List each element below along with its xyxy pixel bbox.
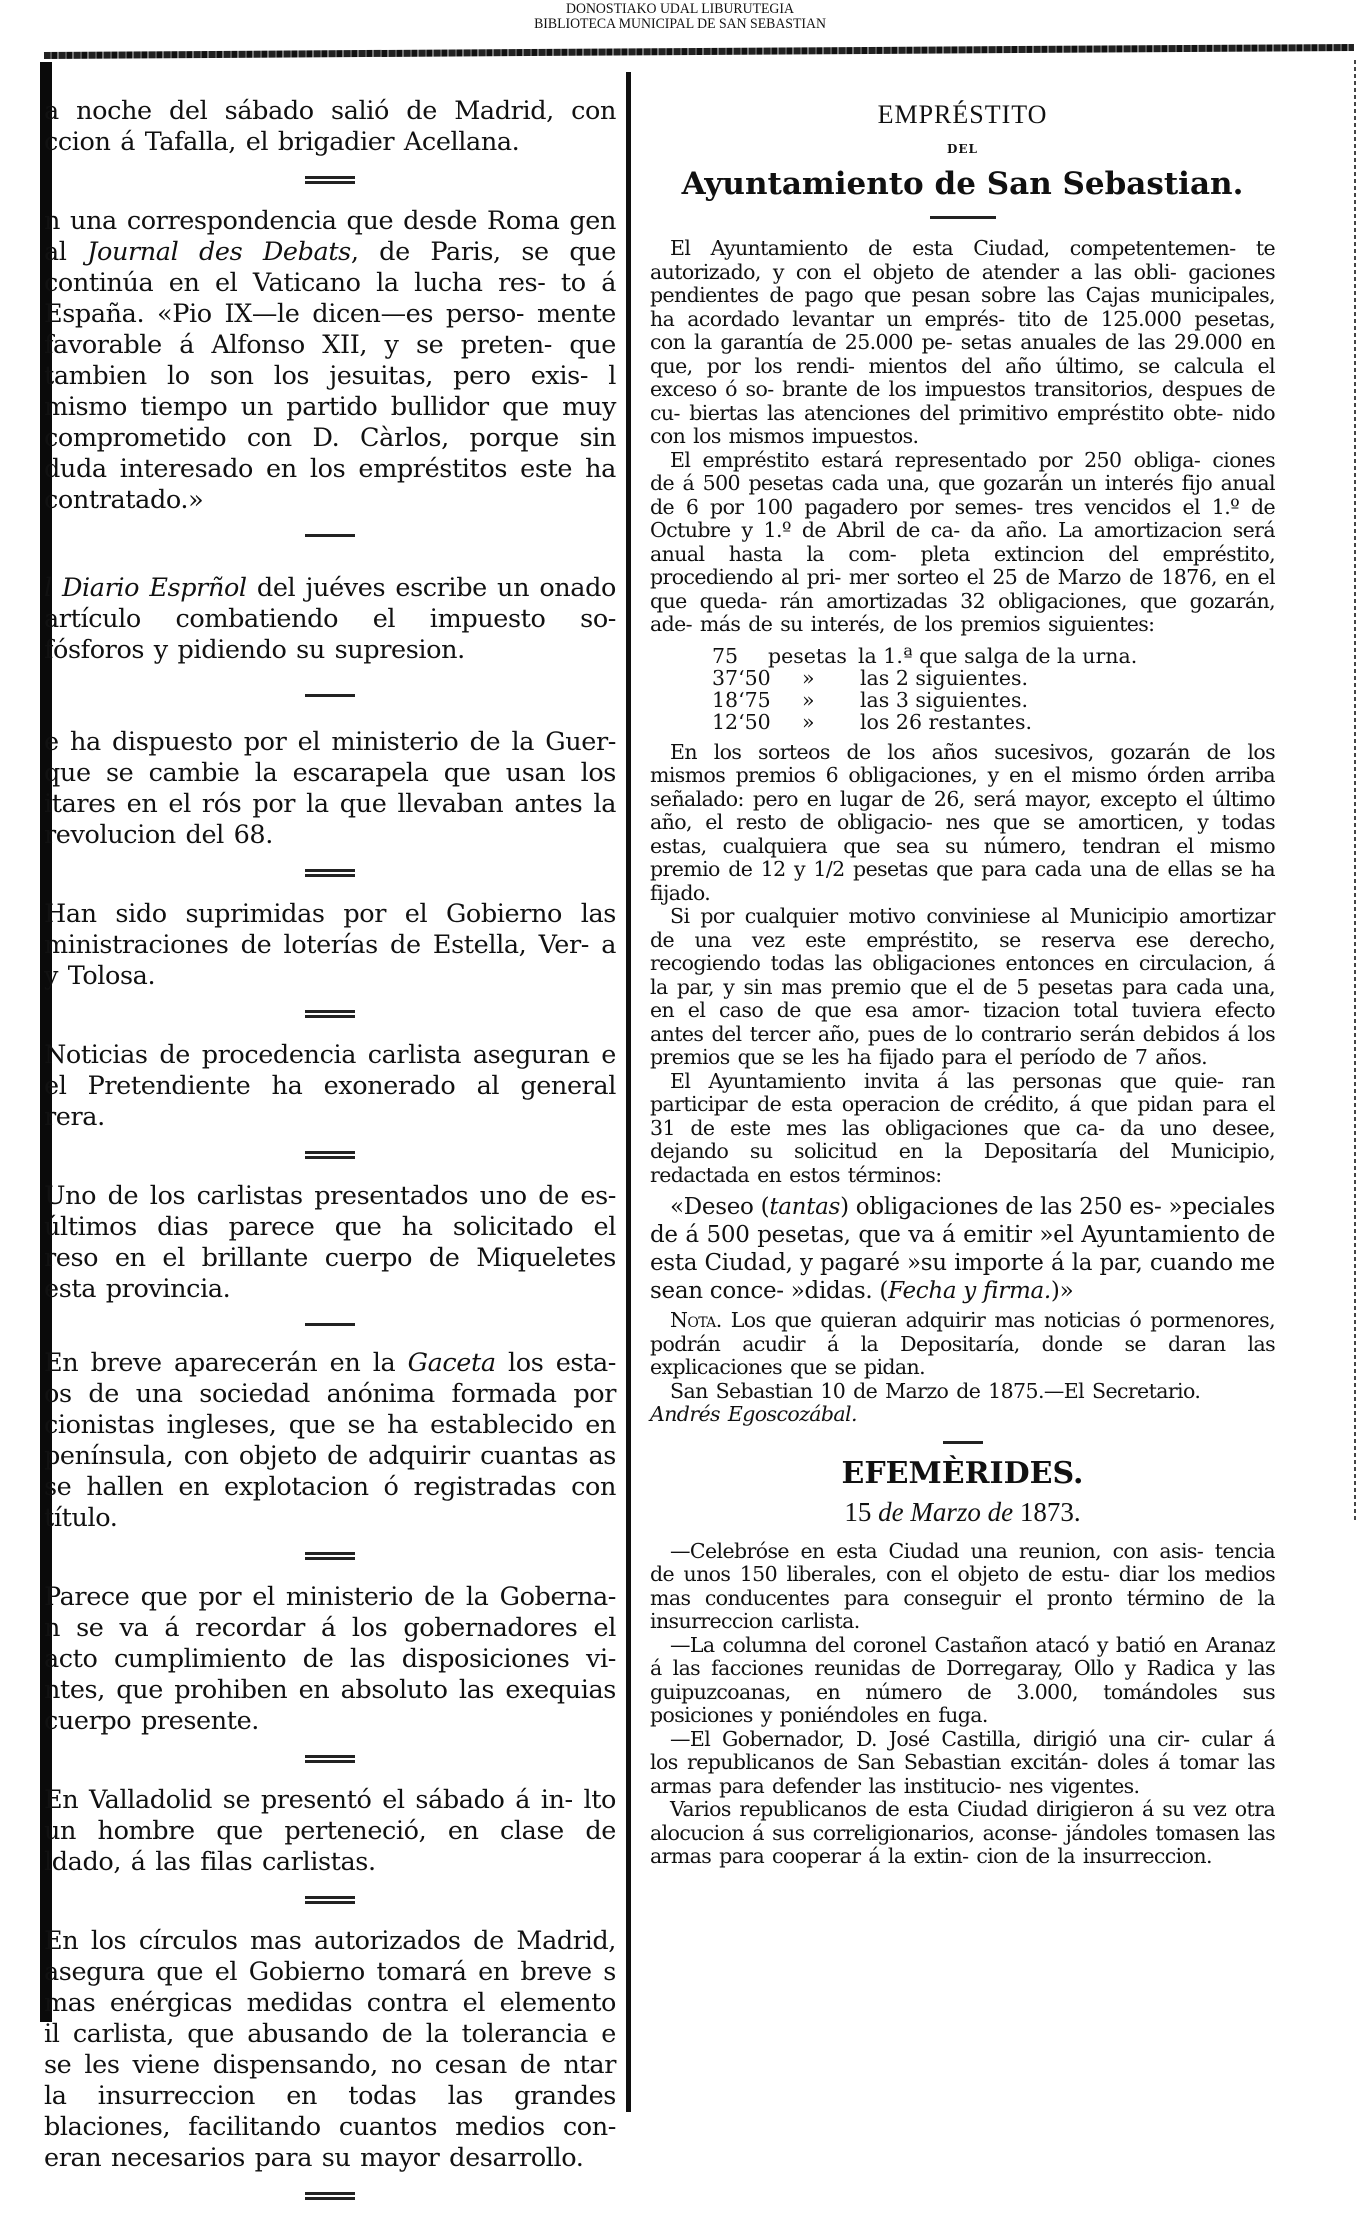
loan-heading: EMPRÉSTITO [877, 100, 1048, 129]
efemerides-date [650, 1497, 1275, 1528]
signature-name-line [650, 1403, 1275, 1427]
news-item: a noche del sábado salió de Madrid, con ccion á Tafalla, el brigadier Acellana. [44, 96, 616, 157]
ditto-mark: » [802, 687, 815, 712]
prize-row [712, 689, 1275, 711]
news-item: En los círculos mas autorizados de Madrid, asegura que el Gobierno tomará en breve s mas enérgicas medidas contra el elemento il carlista, que abusando de la tolerancia e se les viene dispensando, no cesan de ntar la insurreccion en todas las grandes blaciones, facilitando cuantos medios con- eran necesarios para su mayor desarrollo. [44, 1926, 616, 2173]
date-day: 15 [844, 1496, 872, 1527]
loan-paragraph: Si por cualquier motivo conviniese al Municipio amortizar de una vez este empréstito, se reserva ese derecho, recogiendo todas las obligaciones entonces en circulacion, á la par, y sin mas premio que el de 5 pesetas para cada una, en el caso de que esa amor- tizacion total tuviera efecto antes del tercer año, pues de lo contrario serán debidos á los premios que se les ha fijado para el período de 7 años. [650, 904, 1275, 1069]
publication-title: l Diario Esprñol [44, 573, 247, 603]
news-item: Uno de los carlistas presentados uno de es- últimos dias parece que ha solicitado el reso en el brillante cuerpo de Miqueletes esta provincia. [44, 1181, 616, 1304]
efemerides-entry: —Celebróse en esta Ciudad una reunion, con asis- tencia de unos 150 liberales, con el objeto de estu- diar los medios mas conducentes para conseguir el pronto término de la insurreccion carlista. [650, 1538, 1275, 1633]
prize-row [712, 645, 1275, 667]
separator [930, 216, 996, 219]
masthead-spanish: BIBLIOTECA MUNICIPAL DE SAN SEBASTIAN [534, 16, 826, 32]
news-item: Han sido suprimidas por el Gobierno las ministraciones de loterías de Estella, Ver- a y Tolosa. [44, 899, 616, 991]
publication-title: Journal des Debats [87, 237, 351, 267]
application-form-quote [650, 1193, 1275, 1305]
news-item [44, 573, 616, 666]
ditto-mark: » [802, 665, 815, 690]
text: Los que quieran adquirir mas noticias ó pormenores, podrán acudir á la Depositaría, donde se daran las explicaciones que se pidan. [650, 1308, 1275, 1379]
prize-row [712, 667, 1275, 689]
prize-desc: los 26 restantes. [860, 709, 1033, 734]
news-item: Parece que por el ministerio de la Goberna- n se va á recordar á los gobernadores el acto cumplimiento de las disposiciones vi- ntes, que prohiben en absoluto las exequias cuerpo presente. [44, 1582, 616, 1736]
placeholder-text: tantas [769, 1194, 841, 1220]
separator [305, 1552, 355, 1560]
separator [305, 176, 355, 184]
separator [305, 1151, 355, 1159]
text: del juéves escribe un onado artículo combatiendo el impuesto so- fósforos y pidiendo su supresion. [44, 573, 616, 665]
prize-amount: 18‘75 [712, 687, 771, 712]
right-page-edge [1354, 60, 1356, 1520]
separator [305, 2192, 355, 2200]
news-item: e ha dispuesto por el ministerio de la Guer- que se cambie la escarapela que usan los itares en el rós por la que llevaban antes la revolucion del 68. [44, 727, 616, 850]
prize-desc: la 1.ª que salga de la urna. [858, 643, 1138, 668]
date-month: Marzo [910, 1496, 981, 1527]
prize-desc: las 3 siguientes. [860, 687, 1029, 712]
separator [305, 1010, 355, 1018]
efemerides-entry: —La columna del coronel Castañon atacó y batió en Aranaz á las facciones reunidas de Dorregaray, Ollo y Radica y las guipuzcoanas, en número de 3.000, tomándoles sus posiciones y poniéndoles en fuga. [650, 1632, 1275, 1727]
publication-title: Gaceta [407, 1348, 496, 1378]
secretary-name: Andrés Egoscozábal. [650, 1402, 857, 1426]
news-item [44, 206, 616, 516]
text: En breve aparecerán en la [44, 1348, 408, 1378]
loan-paragraph: En los sorteos de los años sucesivos, gozarán de los mismos premios 6 obligaciones, y en el mismo órden arriba señalado: pero en lugar de 26, será mayor, excepto el último año, el resto de obligacio- nes que se amorticen, y todas estas, cualquiera que sea su número, tendran el mismo premio de 12 y 1/2 pesetas que para cada una de ellas se ha fijado. [650, 739, 1275, 905]
separator [305, 869, 355, 877]
separator [943, 1441, 983, 1444]
prize-amount: 75 [712, 643, 739, 668]
top-rule [44, 44, 1354, 59]
date-year: 1873. [1019, 1496, 1081, 1527]
right-column [650, 92, 1275, 1869]
text: «Deseo ( [670, 1194, 770, 1220]
column-divider [626, 72, 631, 2112]
prize-unit: pesetas [768, 643, 847, 668]
date-de: de [878, 1496, 904, 1527]
separator [305, 1323, 355, 1326]
efemerides-heading: EFEMÈRIDES. [841, 1455, 1084, 1491]
ditto-mark: » [802, 709, 815, 734]
prize-desc: las 2 siguientes. [860, 665, 1029, 690]
prize-amount: 37‘50 [712, 665, 771, 690]
prize-list [712, 645, 1275, 733]
loan-paragraph: El empréstito estará representado por 250 obliga- ciones de á 500 pesetas cada una, que gozarán un interés fijo anual de 6 por 100 pagadero por semes- tres vencidos el 1.º de Octubre y 1.º de Abril de ca- da año. La amortizacion será anual hasta la com- pleta extincion del empréstito, procediendo al pri- mer sorteo el 25 de Marzo de 1876, en el que queda- rán amortizadas 32 obligaciones, que gozarán, ade- más de su interés, de los premios siguientes: [650, 447, 1275, 636]
text: n una correspondencia que desde Roma gen al [44, 206, 616, 267]
loan-paragraph: El Ayuntamiento invita á las personas que quie- ran participar de esta operacion de crédito, á que pidan para el 31 de este mes las obligaciones que ca- da uno desee, dejando su solicitud en la Depositaría del Municipio, redactada en estos términos: [650, 1068, 1275, 1187]
text: , de Paris, se que continúa en el Vaticano la lucha res- to á España. «Pio IX—le dicen—es perso- mente favorable á Alfonso XII, y se preten- que tambien lo son los jesuitas, pero exis- l mismo tiempo un partido bullidor que muy comprometido con D. Càrlos, porque sin duda interesado en los empréstitos este ha contratado.» [44, 237, 616, 515]
prize-amount: 12‘50 [712, 709, 771, 734]
library-masthead [54, 2, 1305, 32]
separator [305, 1896, 355, 1904]
separator [305, 1755, 355, 1763]
efemerides-entry: —El Gobernador, D. José Castilla, dirigió una cir- cular á los republicanos de San Sebastian excitán- doles á tomar las armas para defender las institucio- nes vigentes. [650, 1726, 1275, 1798]
loan-paragraph: El Ayuntamiento de esta Ciudad, competentemen- te autorizado, y con el objeto de atender a las obli- gaciones pendientes de pago que pesan sobre las Cajas municipales, ha acordado levantar un emprés- tito de 125.000 pesetas, con la garantía de 25.000 pe- setas anuales de las 29.000 en que, por los rendi- mientos del año último, se calcula el exceso ó so- brante de los impuestos transitorios, despues de cu- biertas las atenciones del primitivo empréstito obte- nido con los mismos impuestos. [650, 236, 1275, 448]
placeholder-text: Fecha y firma. [888, 1278, 1051, 1304]
signature-line: San Sebastian 10 de Marzo de 1875.—El Secretario. [670, 1378, 1201, 1403]
loan-heading-del: DEL [947, 142, 978, 156]
separator [305, 534, 355, 537]
nota-paragraph [650, 1309, 1275, 1380]
nota-label: Nota. [670, 1308, 722, 1332]
news-item [44, 1348, 616, 1534]
left-column [44, 96, 616, 2222]
loan-heading-city: Ayuntamiento de San Sebastian. [681, 166, 1244, 202]
date-de: de [987, 1496, 1014, 1527]
news-item: En Valladolid se presentó el sábado á in- lto un hombre que perteneció, en clase de ldado, á las filas carlistas. [44, 1785, 616, 1877]
news-item: Noticias de procedencia carlista aseguran e el Pretendiente ha exonerado al general rera. [44, 1040, 616, 1132]
prize-row [712, 711, 1275, 733]
separator [305, 694, 355, 697]
masthead-basque: DONOSTIAKO UDAL LIBURUTEGIA [566, 1, 794, 17]
text: )» [1050, 1278, 1074, 1304]
efemerides-entry: Varios republicanos de esta Ciudad dirigieron á su vez otra alocucion á sus correligionarios, aconse- jándoles tomasen las armas para cooperar á la extin- cion de la insurreccion. [650, 1797, 1275, 1868]
text: los esta- os de una sociedad anónima formada por cionistas ingleses, que se ha establecido en península, con objeto de adquirir cuantas as se hallen en explotacion ó registradas con título. [44, 1348, 616, 1533]
text: ) obligaciones de las 250 es- »peciales de á 500 pesetas, que va á emitir »el Ayuntamiento de esta Ciudad, y pagaré »su importe á la par, cuando me sean conce- »didas. ( [650, 1194, 1275, 1304]
